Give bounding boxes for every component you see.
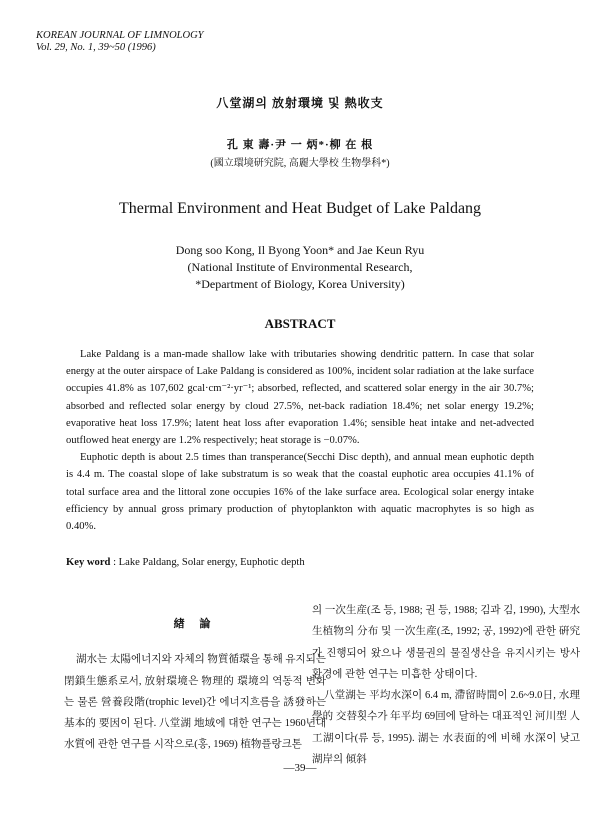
- left-column: [64, 596, 326, 756]
- abstract-paragraph-2: Euphotic depth is about 2.5 times than transperance(Secchi Disc depth), and annual mean euphotic depth is 4.4 m. The coastal slope of lake substratum is so weak that the coastal euphotic area occupies 41.1% of total surface area and the littoral zone occupies 16% of the lake surface area. Ecological solar energy intake efficiency by annual gross primary production of phytoplankton with aquatic macrophytes is so high as 0.40%.: [66, 452, 534, 533]
- keyword-text: : Lake Paldang, Solar energy, Euphotic depth: [113, 557, 305, 568]
- english-affiliation-1: (National Institute of Environmental Research,: [187, 260, 413, 274]
- keywords: [66, 557, 305, 568]
- korean-title: 八堂湖의 放射環境 및 熱收支: [216, 96, 384, 110]
- abstract-body: [66, 346, 534, 535]
- english-affiliation-2: *Department of Biology, Korea University): [195, 277, 405, 291]
- english-authors-block: [0, 242, 600, 293]
- abstract-paragraph-1: Lake Paldang is a man-made shallow lake with tributaries showing dendritic pattern. In case that solar energy at the outer airspace of Lake Paldang is considered as 100%, incident solar radiation at the lake surface occupies 41.8% as 107,602 gcal·cm⁻²·yr⁻¹; absorbed, reflected, and scattered solar energy in the air 30.7%; absorbed and reflected solar energy by cloud 27.5%, net-back radiation 18.4%; net solar energy 19.2%; evaporative heat loss 17.9%; latent heat loss after evaporation 1.4%; sensible heat intake and net-advected outflowed heat energy are 1.2% respectively; heat storage is −0.07%.: [66, 349, 534, 447]
- english-title: Thermal Environment and Heat Budget of Lake Paldang: [118, 200, 482, 217]
- keyword-label: Key word: [66, 557, 111, 568]
- page-number: —39—: [283, 762, 317, 774]
- left-body-text: 湖水는 太陽에너지와 자체의 物質循環을 통해 유지되는 閉鎖生態系로서, 放射環境은 物理的 環境의 역동적 변화는 물론 營養段階(trophic level)간 에너지흐름을 誘發하는 基本的 要因이 된다. 八堂湖 地域에 대한 연구는 1960년대 水質에 관한 연구를 시작으로(홍, 1969) 植物플랑크톤: [64, 654, 326, 751]
- journal-header: [36, 30, 204, 54]
- korean-authors: 孔 東 壽·尹 一 炳*·柳 在 根: [226, 139, 374, 151]
- journal-volume: Vol. 29, No. 1, 39~50 (1996): [36, 42, 156, 53]
- section-heading: 緖 論: [173, 618, 217, 630]
- journal-name: KOREAN JOURNAL OF LIMNOLOGY: [36, 30, 204, 41]
- right-body-text-2: 八堂湖는 平均水深이 6.4 m, 滯留時間이 2.6~9.0日, 水理學的 交替횟수가 年平均 69回에 달하는 대표적인 河川型 人工湖이다(류 등, 1995). 湖는 水表面的에 비해 水深이 낮고 湖岸의 傾斜: [312, 690, 580, 766]
- english-authors: Dong soo Kong, Il Byong Yoon* and Jae Keun Ryu: [175, 243, 425, 257]
- right-body-text-1: 의 一次生産(조 등, 1988; 권 등, 1988; 김과 김, 1990), 大型水生植物의 分布 및 一次生産(조, 1992; 공, 1992)에 관한 硏究가 진행되어 왔으나 생물권의 물질생산을 유지시키는 방사환경에 관한 연구는 미흡한 상태이다.: [312, 605, 580, 680]
- right-column: [312, 600, 580, 770]
- abstract-heading: ABSTRACT: [264, 316, 336, 331]
- korean-affiliation: (國立環境研究院, 高麗大學校 生物學科*): [210, 158, 390, 169]
